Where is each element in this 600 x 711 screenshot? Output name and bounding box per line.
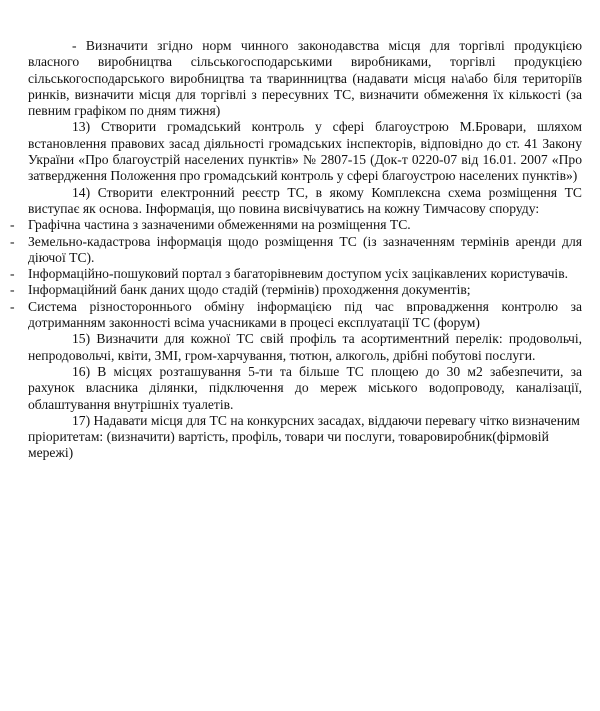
paragraph-17-competitive-basis: 17) Надавати місця для ТС на конкурсних засадах, віддаючи перевагу чітко визначеним пріоритетам: (визначити) вартість, профіль, товари чи послуги, товаровиробник(фірмовій мережі) [28, 412, 580, 461]
bullet-dash: - [10, 298, 15, 314]
list-item [10, 266, 582, 282]
bullet-dash: - [10, 282, 15, 298]
bullet-dash: - [10, 233, 15, 249]
paragraph-14-electronic-registry: 14) Створити електронний реєстр ТС, в якому Комплексна схема розміщення ТС виступає як основа. Інформація, що повина висвічуватись на кожну Тимчасову споруду: [28, 184, 582, 216]
paragraph-market-places: - Визначити згідно норм чинного законодавства місця для торгівлі продукцією власного виробництва сільськогосподарськими виробниками, торгівлі продукцією сільськогосподарського виробництва та тваринництва (надавати місця на\або біля територіїв ринків, визначити місця для торгівлі з пересувних ТС, визначити обмеження їх кількості (за певним графіком по дням тижня) [28, 38, 582, 119]
document-body [10, 38, 582, 462]
paragraph-15-profile: 15) Визначити для кожної ТС свій профіль та асортиментний перелік: продовольчі, непродовольчі, квіти, ЗМІ, гром-харчування, тютюн, алкоголь, дрібні побутові послуги. [28, 331, 582, 363]
paragraph-16-utilities: 16) В місцях розташування 5-ти та більше ТС площею до 30 м2 забезпечити, за рахунок власника ділянки, підключення до мереж міського водопроводу, каналізації, облаштування внутрішніх туалетів. [28, 363, 582, 412]
list-item [10, 282, 582, 298]
list-item [10, 234, 582, 267]
registry-info-list [10, 217, 582, 331]
list-item [10, 299, 582, 332]
list-item-text: Земельно-кадастрова інформація щодо розміщення ТС (із зазначенням термінів аренди для діючої ТС). [28, 233, 582, 265]
list-item-text: Система різностороннього обміну інформацією під час впровадження контролю за дотриманням законності всіма учасниками в процесі експлуатації ТС (форум) [28, 298, 582, 331]
list-item-text: Інформаційно-пошуковий портал з багаторівневим доступом усіх зацікавлених користувачів. [28, 266, 569, 282]
bullet-dash: - [10, 217, 15, 233]
bullet-dash: - [10, 266, 15, 282]
list-item-text: Інформаційний банк даних щодо стадій (термінів) проходження документів; [28, 282, 471, 298]
list-item-text: Графічна частина з зазначеними обмеженнями на розміщення ТС. [28, 217, 411, 233]
paragraph-13-public-control: 13) Створити громадський контроль у сфері благоустрою М.Бровари, шляхом встановлення правових засад діяльності громадських інспекторів, відповідно до ст. 41 Закону України «Про благоустрій населених пунктів» № 2807-15 (Док-т 0220-07 від 16.01. 2007 «Про затвердження Положення про громадський контроль у сфері благоустрою населених пунктів») [28, 119, 582, 184]
list-item [10, 217, 582, 233]
